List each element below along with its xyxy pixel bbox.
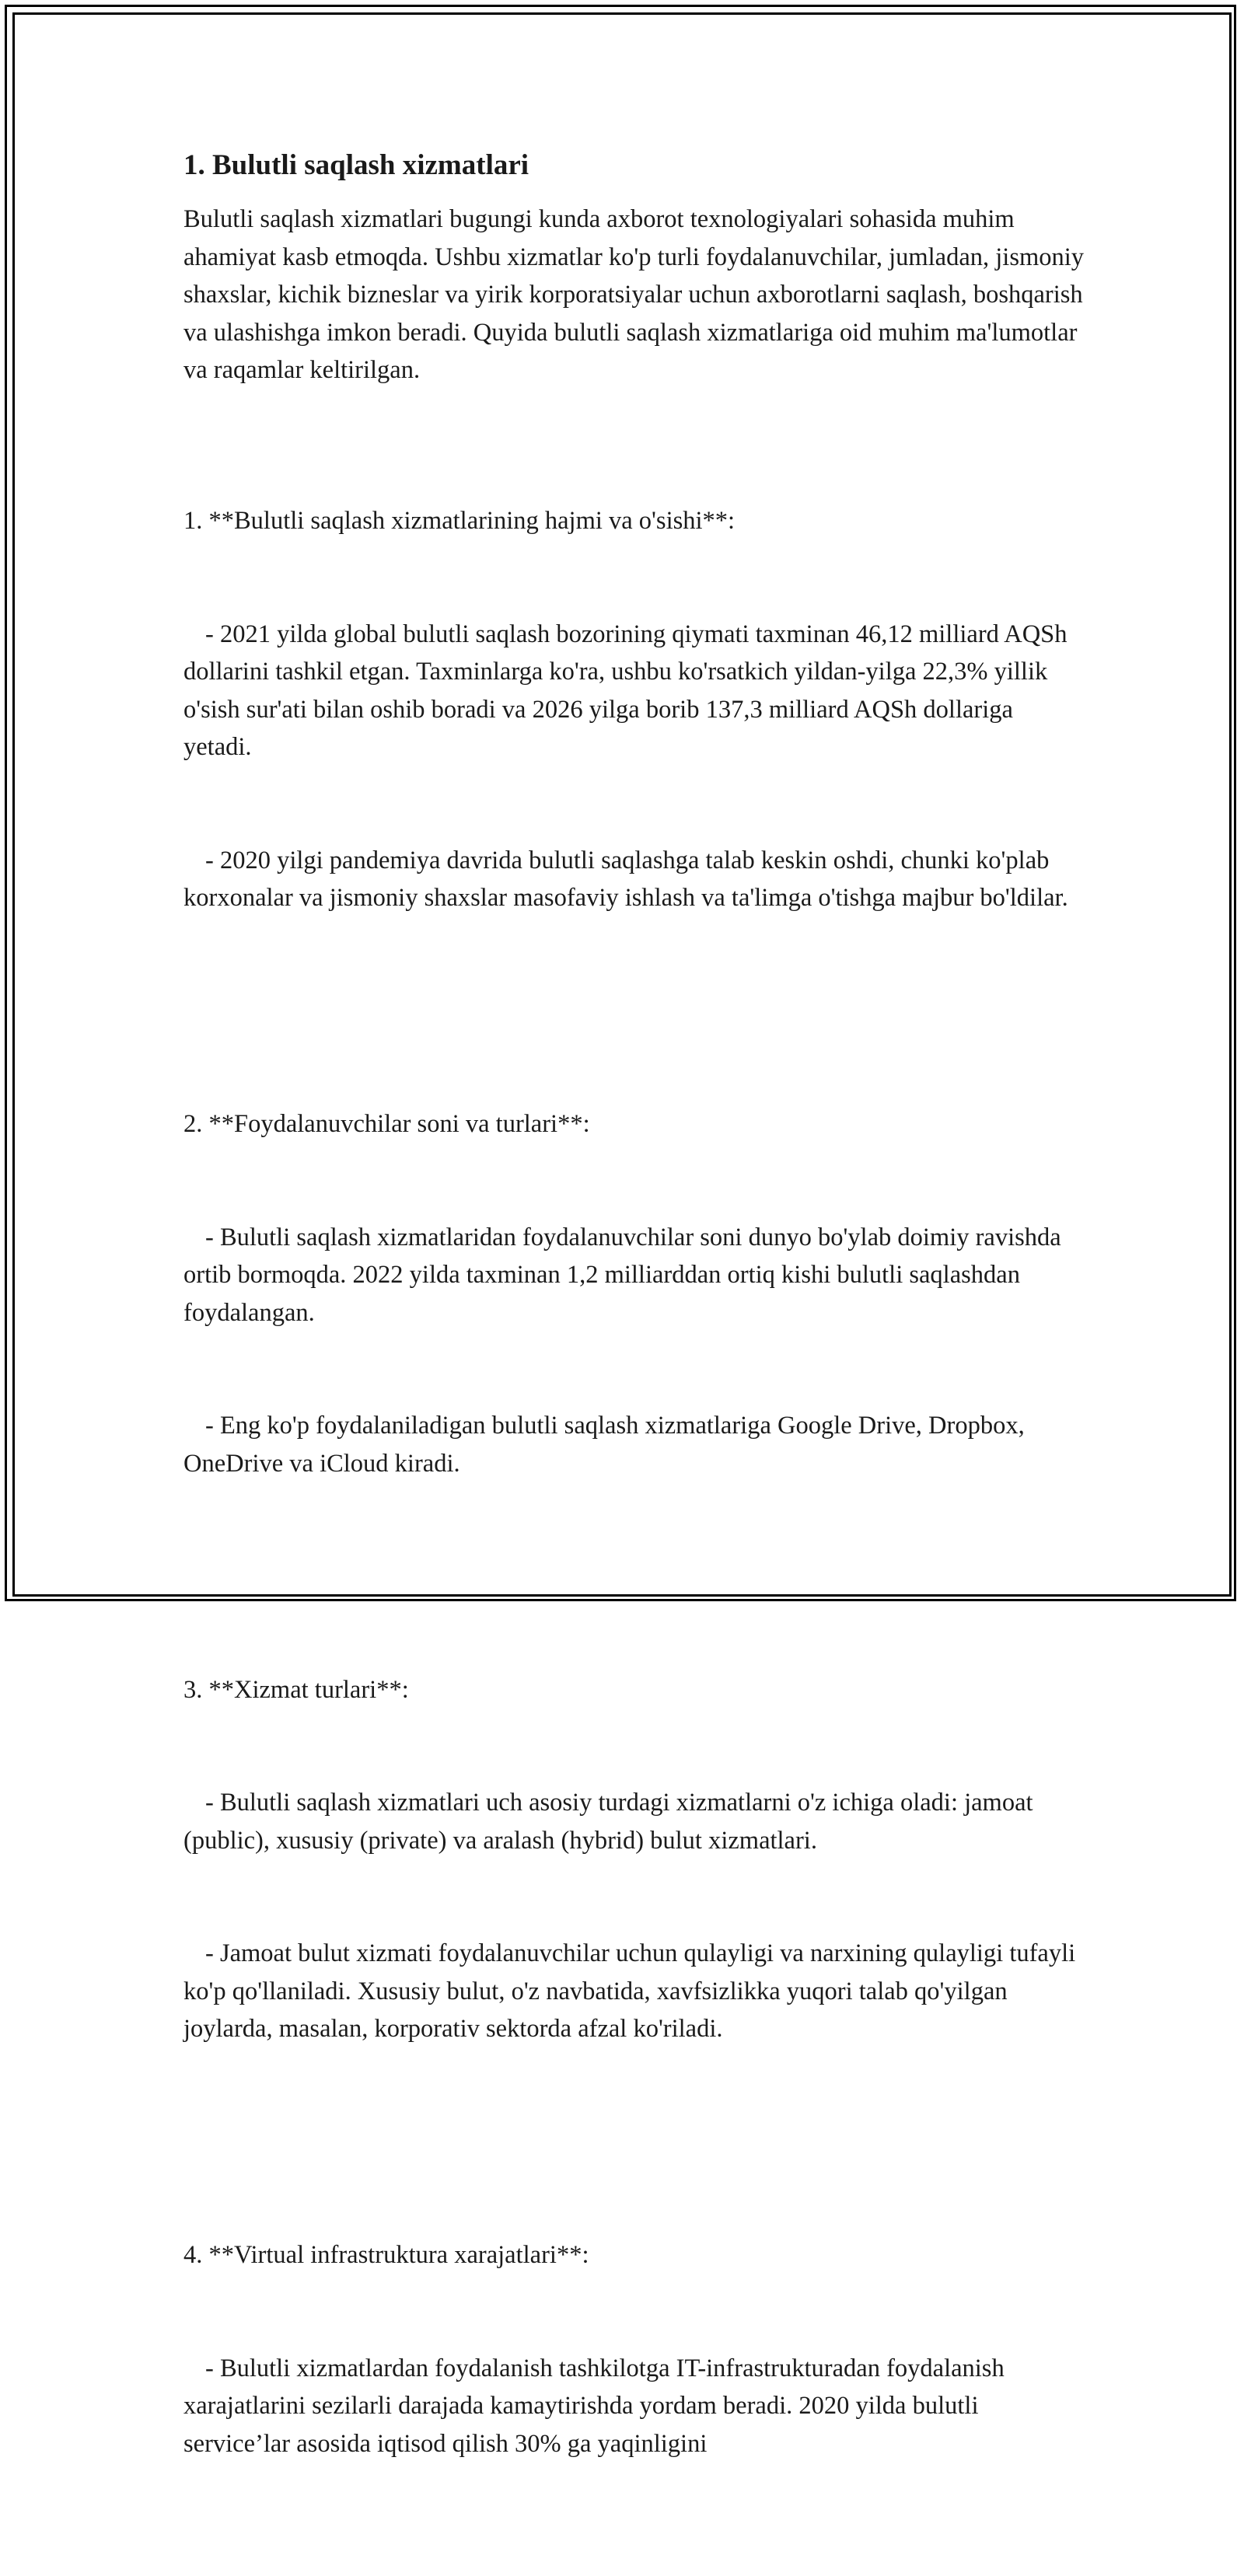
bullet-item: - Bulutli xizmatlardan foydalanish tashkilotga IT-infrastrukturadan foydalanish xarajatlarini sezilarli darajada kamaytirishda yordam beradi. 2020 yilda bulutli service’lar asosida iqtisod qilish 30% ga yaqinligini xyxy=(183,2354,1011,2458)
document-body xyxy=(183,146,1091,2576)
section-market-size xyxy=(183,427,1085,993)
section-title: 2. **Foydalanuvchilar soni va turlari**: xyxy=(183,1110,590,1138)
section-title: 1. **Bulutli saqlash xizmatlarining hajmi va o'sishi**: xyxy=(183,507,736,535)
section-users xyxy=(183,1030,1085,1558)
section-title: 3. **Xizmat turlari**: xyxy=(183,1675,409,1704)
bullet-item: - 2021 yilda global bulutli saqlash bozorining qiymati taxminan 46,12 milliard AQSh dollarini tashkil etgan. Taxminlarga ko'ra, ushbu ko'rsatkich yildan-yilga 22,3% yillik o'sish sur'ati bilan oshib boradi va 2026 yilga borib 137,3 milliard AQSh dollariga yetadi. xyxy=(183,620,1074,761)
bullet-item: - Bulutli saqlash xizmatlaridan foydalanuvchilar soni dunyo bo'ylab doimiy ravishda ortib bormoqda. 2022 yilda taxminan 1,2 milliarddan ortiq kishi bulutli saqlashdan foydalangan. xyxy=(183,1223,1068,1327)
bullet-item: - 2020 yilgi pandemiya davrida bulutli saqlashga talab keskin oshdi, chunki ko'plab korxonalar va jismoniy shaxslar masofaviy ishlash va ta'limga o'tishga majbur bo'ldilar. xyxy=(183,846,1068,912)
section-service-types xyxy=(183,1596,1085,2124)
bullet-item: - Jamoat bulut xizmati foydalanuvchilar uchun qulayligi va narxining qulayligi tufayli ko'p qo'llaniladi. Xususiy bulut, o'z navbatida, xavfsizlikka yuqori talab qo'yilgan joylarda, masalan, korporativ sektorda afzal ko'riladi. xyxy=(183,1939,1082,2043)
section-title: 4. **Virtual infrastruktura xarajatlari**: xyxy=(183,2241,589,2269)
intro-paragraph: Bulutli saqlash xizmatlari bugungi kunda axborot texnologiyalari sohasida muhim ahamiyat kasb etmoqda. Ushbu xizmatlar ko'p turli foydalanuvchilar, jumladan, jismoniy shaxslar, kichik bizneslar va yirik korporatsiyalar uchun axborotlarni saqlash, boshqarish va ulashishga imkon beradi. Quyida bulutli saqlash xizmatlariga oid muhim ma'lumotlar va raqamlar keltirilgan. xyxy=(183,205,1091,384)
bullet-item: - Eng ko'p foydalaniladigan bulutli saqlash xizmatlariga Google Drive, Dropbox, OneDrive va iCloud kiradi. xyxy=(183,1412,1031,1478)
bullet-item: - Bulutli saqlash xizmatlari uch asosiy turdagi xizmatlarni o'z ichiga oladi: jamoat (public), xususiy (private) va aralash (hybrid) bulut xizmatlari. xyxy=(183,1789,1040,1855)
document-heading: 1. Bulutli saqlash xizmatlari xyxy=(183,149,529,181)
section-infrastructure-costs xyxy=(183,2161,1085,2538)
